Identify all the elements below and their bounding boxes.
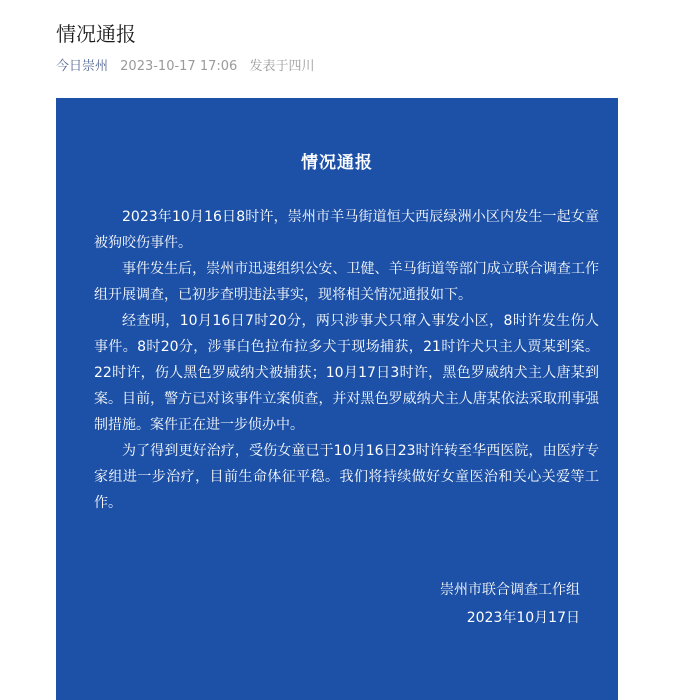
notice-image[interactable] bbox=[56, 98, 618, 700]
publish-location: 发表于四川 bbox=[249, 59, 315, 74]
notice-paragraph: 2023年10月16日8时许，崇州市羊马街道恒大西辰绿洲小区内发生一起女童被狗咬伤事件。 bbox=[94, 209, 599, 251]
account-name-link[interactable]: 今日崇州 bbox=[56, 59, 109, 74]
article-meta bbox=[56, 55, 314, 74]
notice-title: 情况通报 bbox=[301, 153, 373, 173]
publish-time: 2023-10-17 17:06 bbox=[120, 59, 238, 74]
notice-date: 2023年10月17日 bbox=[466, 610, 580, 626]
notice-paragraph: 事件发生后，崇州市迅速组织公安、卫健、羊马街道等部门成立联合调查工作组开展调查，已初步查明违法事实，现将相关情况通报如下。 bbox=[94, 261, 599, 303]
notice-paragraph: 经查明，10月16日7时20分，两只涉事犬只窜入事发小区，8时许发生伤人事件。8时20分，涉事白色拉布拉多犬于现场捕获，21时许犬只主人贾某到案。22时许，伤人黑色罗威纳犬被捕获；10月17日3时许，黑色罗威纳犬主人唐某到案。目前，警方已对该事件立案侦查，并对黑色罗威纳犬主人唐某依法采取刑事强制措施。案件正在进一步侦办中。 bbox=[94, 313, 599, 433]
page-title: 情况通报 bbox=[56, 22, 136, 46]
notice-signature-block bbox=[440, 576, 580, 632]
notice-paragraph: 为了得到更好治疗，受伤女童已于10月16日23时许转至华西医院，由医疗专家组进一步治疗，目前生命体征平稳。我们将持续做好女童医治和关心关爱等工作。 bbox=[94, 443, 599, 511]
notice-body bbox=[94, 204, 599, 516]
notice-signature: 崇州市联合调查工作组 bbox=[440, 582, 580, 598]
